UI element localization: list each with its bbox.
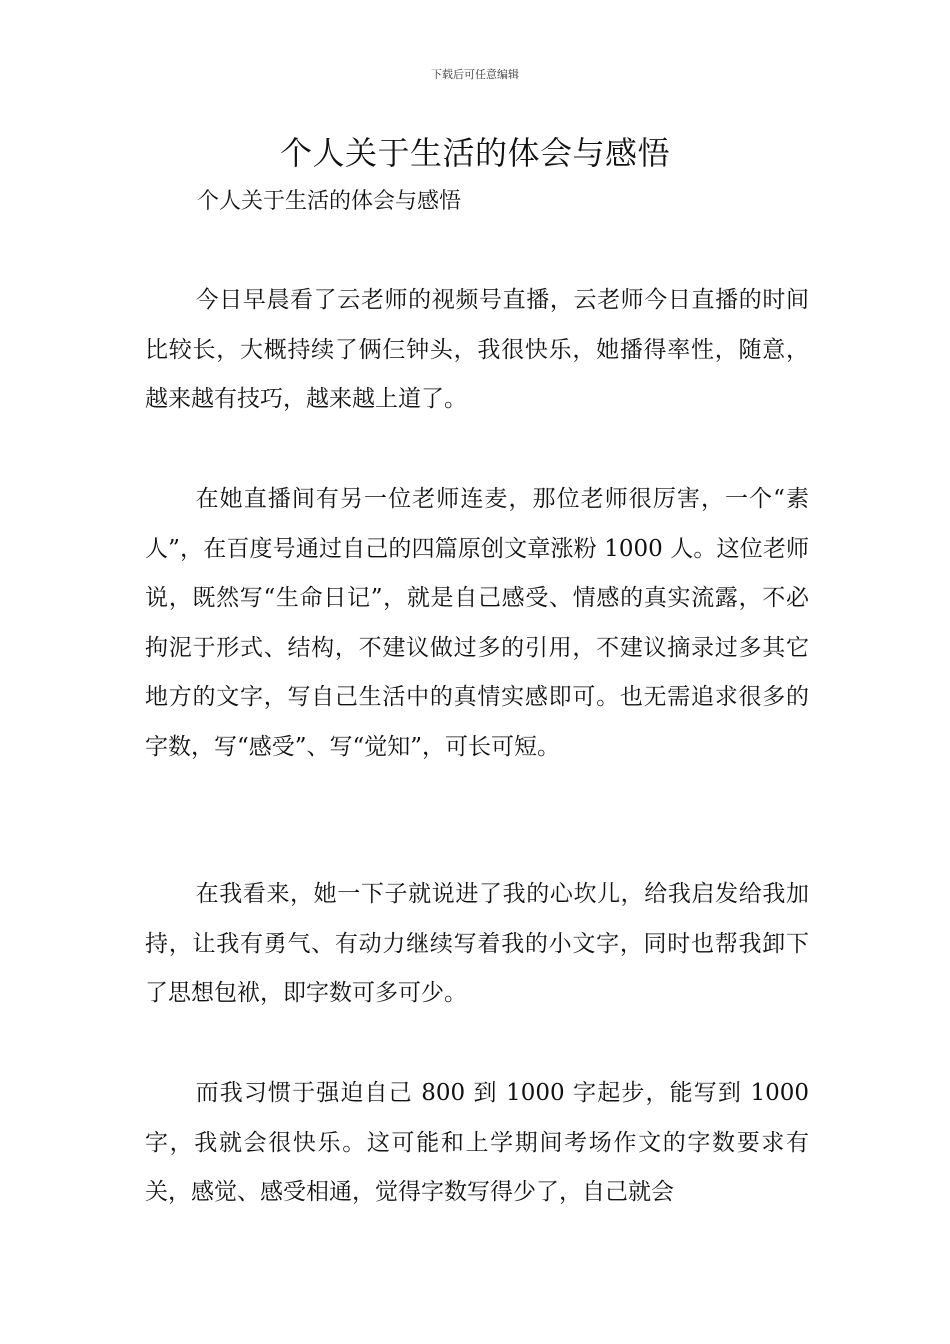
subtitle: 个人关于生活的体会与感悟 [197, 189, 462, 214]
header-note: 下载后可任意编辑 [431, 68, 519, 81]
paragraph-1: 今日早晨看了云老师的视频号直播，云老师今日直播的时间比较长，大概持续了俩仨钟头，我很快乐，她播得率性，随意，越来越有技巧，越来越上道了。 [145, 287, 809, 412]
paragraph-3: 在我看来，她一下子就说进了我的心坎儿，给我启发给我加持，让我有勇气、有动力继续写着我的小文字，同时也帮我卸下了思想包袱，即字数可多可少。 [145, 881, 809, 1006]
paragraph-4: 而我习惯于强迫自己 800 到 1000 字起步，能写到 1000 字，我就会很快乐。这可能和上学期间考场作文的字数要求有关，感觉、感受相通，觉得字数写得少了，自己就会 [145, 1080, 809, 1205]
paragraph-2: 在她直播间有另一位老师连麦，那位老师很厉害，一个“素人”，在百度号通过自己的四篇原创文章涨粉 1000 人。这位老师说，既然写“生命日记”，就是自己感受、情感的真实流露，不必拘泥于形式、结构，不建议做过多的引用，不建议摘录过多其它地方的文字，写自己生活中的真情实感即可。也无需追求很多的字数，写“感受”、写“觉知”，可长可短。 [145, 486, 809, 760]
page-title: 个人关于生活的体会与感悟 [279, 134, 670, 172]
